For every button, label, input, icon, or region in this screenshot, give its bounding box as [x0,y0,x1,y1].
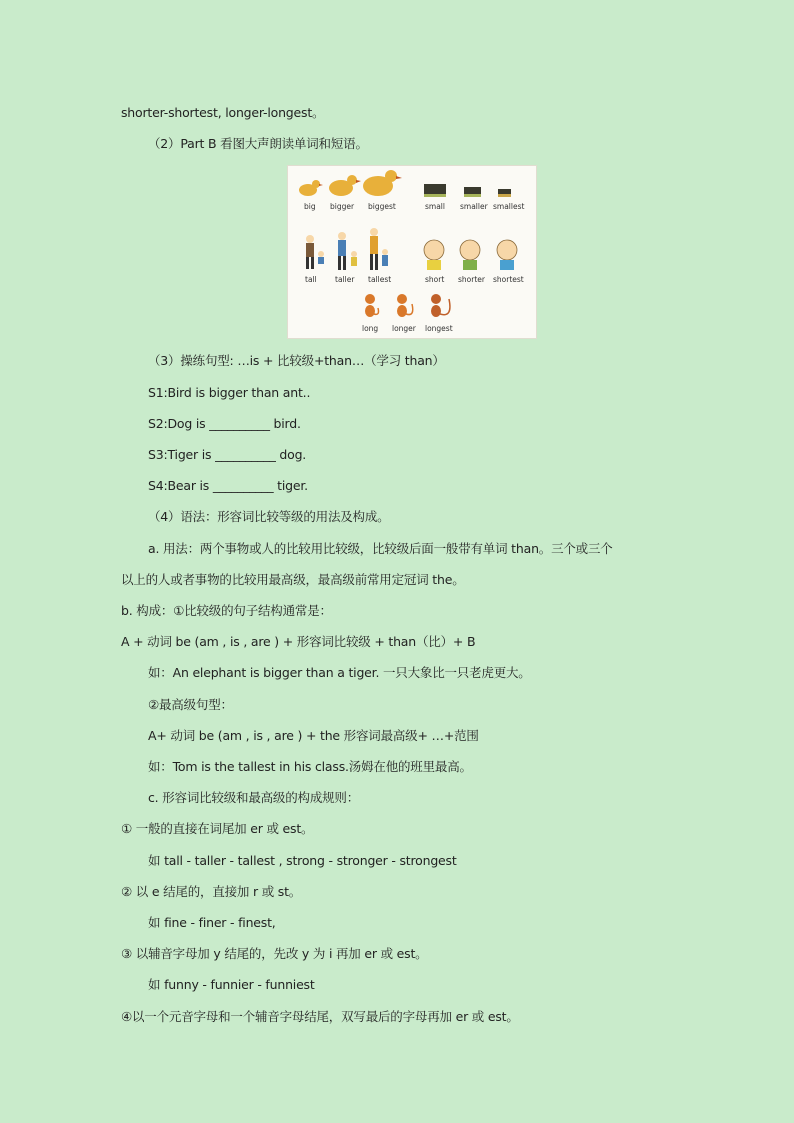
text-line: a. 用法：两个事物或人的比较用比较级，比较级后面一般带有单词 than。三个或三个 [148,541,613,556]
book-smaller-icon [464,187,481,197]
vocabulary-illustration [287,165,537,339]
caption-longer: longer [392,324,416,333]
boy-shortest-icon [497,240,517,270]
person-taller-icon [338,232,357,270]
text-line: 如 tall - taller - tallest , strong - stronger - strongest [148,853,457,868]
caption-shortest: shortest [493,275,524,284]
caption-big: big [304,202,316,211]
monkey-long-icon [365,294,379,317]
boy-shorter-icon [460,240,480,270]
text-line: 如：An elephant is bigger than a tiger. 一只大象比一只老虎更大。 [148,665,531,680]
caption-tall: tall [305,275,317,284]
text-line: b. 构成：①比较级的句子结构通常是： [121,603,332,618]
section-heading: （3）操练句型: …is + 比较级+than…（学习 than） [148,353,445,368]
bird-bigger-icon [329,175,361,196]
person-tallest-icon [370,228,388,270]
text-line: ④以一个元音字母和一个辅音字母结尾，双写最后的字母再加 er 或 est。 [121,1009,519,1024]
caption-bigger: bigger [330,202,355,211]
text-line: 如 fine - finer - finest, [148,915,276,930]
text-line: shorter-shortest, longer-longest。 [121,105,325,120]
caption-biggest: biggest [368,202,396,211]
text-line: ②最高级句型： [148,697,233,712]
book-smallest-icon [498,189,511,197]
book-small-icon [424,184,446,197]
caption-tallest: tallest [368,275,392,284]
caption-smallest: smallest [493,202,525,211]
bird-big-icon [299,180,323,196]
caption-short: short [425,275,445,284]
text-line: S4:Bear is __________ tiger. [148,478,308,493]
bird-biggest-icon [363,170,402,196]
section-heading: （2）Part B 看图大声朗读单词和短语。 [148,136,368,151]
text-line: S2:Dog is __________ bird. [148,416,301,431]
text-line: S3:Tiger is __________ dog. [148,447,307,462]
monkey-longer-icon [397,294,413,317]
text-line: S1:Bird is bigger than ant.. [148,385,311,400]
text-line: A+ 动词 be (am , is , are ) + the 形容词最高级+ …+范围 [148,728,479,743]
boy-short-icon [424,240,444,270]
caption-smaller: smaller [460,202,488,211]
person-tall-icon [306,235,324,269]
text-line: ① 一般的直接在词尾加 er 或 est。 [121,821,314,836]
monkey-longest-icon [431,294,450,317]
text-line: 如 funny - funnier - funniest [148,977,315,992]
text-line: 以上的人或者事物的比较用最高级，最高级前常用定冠词 the。 [121,572,465,587]
caption-taller: taller [335,275,355,284]
caption-small: small [425,202,445,211]
text-line: A + 动词 be (am , is , are ) + 形容词比较级 + than（比）+ B [121,634,476,649]
caption-shorter: shorter [458,275,485,284]
section-heading: （4）语法：形容词比较等级的用法及构成。 [148,509,390,524]
text-line: ③ 以辅音字母加 y 结尾的，先改 y 为 i 再加 er 或 est。 [121,946,428,961]
section-heading: c. 形容词比较级和最高级的构成规则： [148,790,360,805]
caption-longest: longest [425,324,453,333]
text-line: ② 以 e 结尾的，直接加 r 或 st。 [121,884,302,899]
caption-long: long [362,324,379,333]
text-line: 如：Tom is the tallest in his class.汤姆在他的班里最高。 [148,759,472,774]
